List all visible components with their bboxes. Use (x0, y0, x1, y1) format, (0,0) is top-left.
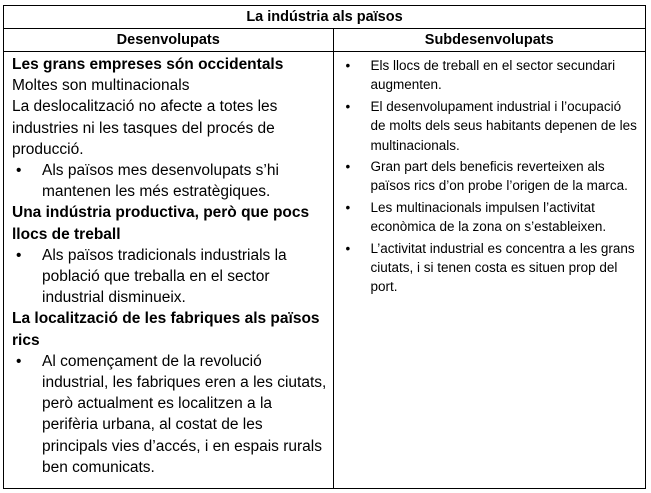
section-heading-factory-location: La localització de les fabriques als països rics (12, 310, 320, 349)
underdeveloped-content-cell (333, 52, 646, 489)
text-relocation: La deslocalització no afecte a totes les industries ni les tasques del procés de producció. (12, 98, 278, 158)
text-multinationals: Moltes son multinacionals (12, 77, 190, 95)
bullet-icon: • (16, 352, 22, 370)
bullet-icon: • (16, 162, 22, 180)
bullet-icon: • (345, 98, 351, 114)
bullet-list (12, 351, 327, 478)
bullet-icon: • (16, 246, 22, 264)
bullet-icon: • (345, 240, 351, 256)
list-item: • L’activitat industrial es concentra a les grans ciutats, i si tenen costa es situen prop del port. (345, 240, 635, 295)
developed-content-cell (4, 52, 334, 489)
list-item: • Als països tradicionals industrials la població que treballa en el sector industrial disminueix. (16, 246, 287, 307)
list-item: • Al començament de la revolució industrial, les fabriques eren a les ciutats, però actualment es localitzen a la perifèria urbana, al costat de les principals vies d’accés, i en espais rurals ben comunicats. (16, 352, 327, 476)
bullet-list (12, 245, 327, 309)
bullet-list (342, 56, 640, 297)
list-item: • Als països mes desenvolupats s’hi mantenen les més estratègiques. (16, 162, 279, 201)
bullet-list (12, 160, 327, 202)
bullet-icon: • (345, 199, 351, 215)
bullet-icon: • (345, 159, 351, 175)
industry-comparison-table (3, 5, 646, 489)
table-title: La indústria als països (4, 6, 646, 29)
section-heading-productive-industry: Una indústria productiva, però que pocs llocs de treball (12, 204, 310, 243)
list-item: • Els llocs de treball en el sector secundari augmenten. (345, 58, 616, 93)
list-item: • El desenvolupament industrial i l’ocupació de molts dels seus habitants depenen de les multinacionals. (345, 98, 637, 153)
list-item: • Gran part dels beneficis reverteixen als països rics d’on probe l’origen de la marca. (345, 159, 628, 194)
list-item: • Les multinacionals impulsen l’activitat econòmica de la zona on s’estableixen. (345, 199, 607, 235)
bullet-icon: • (345, 58, 351, 73)
column-header-underdeveloped: Subdesenvolupats (333, 29, 646, 52)
section-heading-large-companies: Les grans empreses són occidentals (12, 56, 284, 73)
column-header-developed: Desenvolupats (4, 29, 334, 52)
